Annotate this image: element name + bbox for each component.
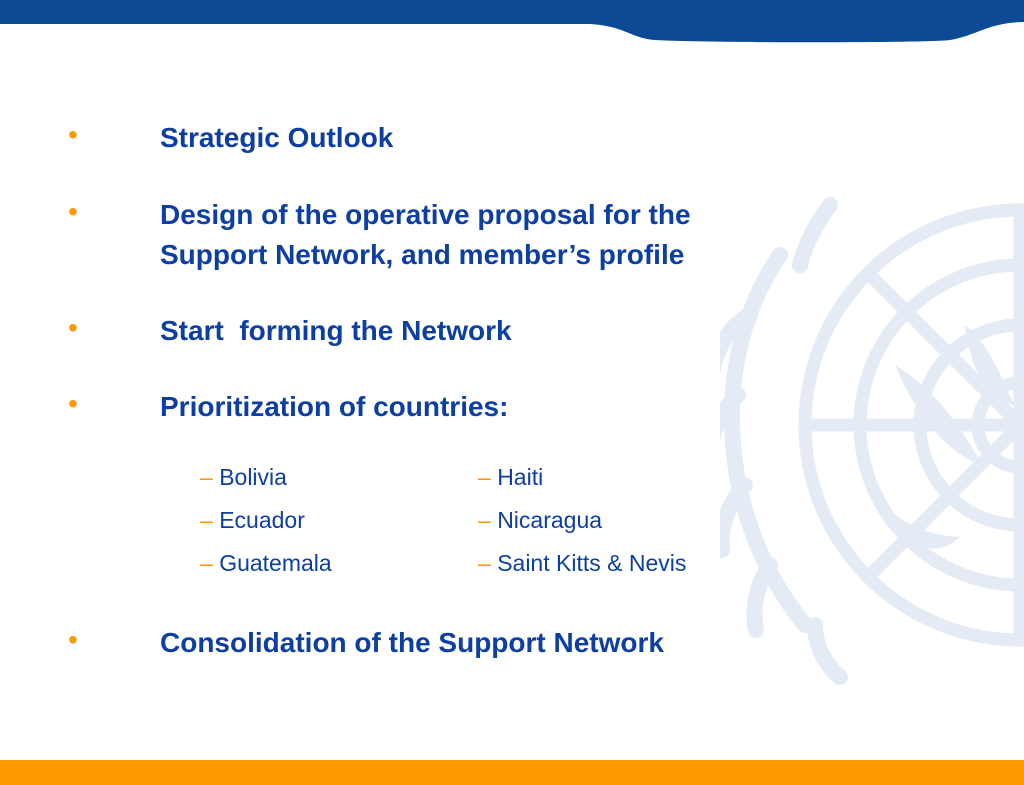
- dash-marker: –: [200, 464, 213, 490]
- country-name: Saint Kitts & Nevis: [497, 550, 687, 576]
- bullet-text: Prioritization of countries:: [160, 391, 509, 422]
- dash-marker: –: [478, 507, 491, 533]
- dash-marker: –: [200, 507, 213, 533]
- footer-orange-bar: [0, 760, 1024, 785]
- country-name: Ecuador: [219, 507, 305, 533]
- country-name: Bolivia: [219, 464, 287, 490]
- dash-marker: –: [478, 550, 491, 576]
- country-item: [478, 462, 543, 492]
- dash-marker: –: [478, 464, 491, 490]
- bullet-text-line2: Support Network, and member’s profile: [160, 239, 685, 270]
- bullet-marker: •: [68, 624, 78, 655]
- bullet-text: Start forming the Network: [160, 315, 512, 346]
- bullet-marker: •: [68, 388, 78, 419]
- bullet-marker: •: [68, 119, 78, 150]
- country-name: Guatemala: [219, 550, 332, 576]
- bullet-marker: •: [68, 196, 78, 227]
- country-name: Nicaragua: [497, 507, 603, 533]
- country-item: [200, 505, 305, 535]
- dash-marker: –: [200, 550, 213, 576]
- bullet-text: Strategic Outlook: [160, 122, 394, 153]
- bullet-text-line1: Design of the operative proposal for the: [160, 199, 691, 230]
- country-item: [200, 462, 287, 492]
- country-item: [478, 505, 602, 535]
- country-name: Haiti: [497, 464, 544, 490]
- bullet-text: Consolidation of the Support Network: [160, 627, 664, 658]
- bullet-marker: •: [68, 312, 78, 343]
- country-item: [478, 548, 686, 578]
- country-item: [200, 548, 332, 578]
